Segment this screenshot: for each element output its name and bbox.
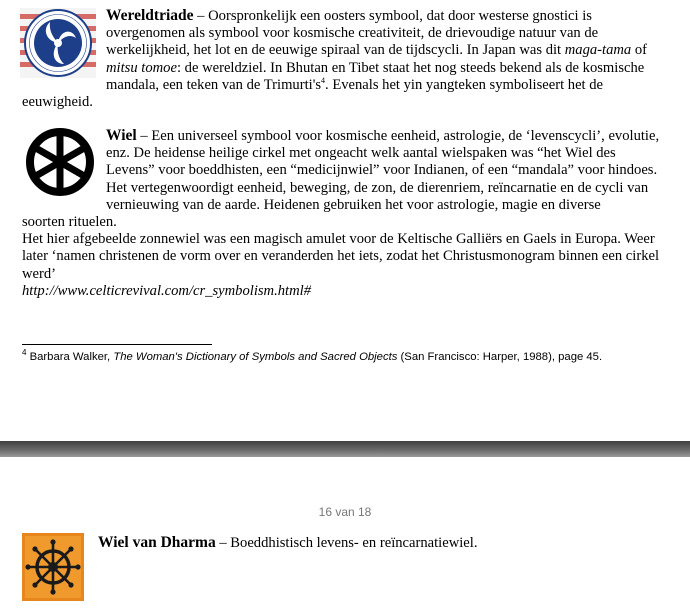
entry-text: – Een universeel symbool voor kosmische eenheid, astrologie, de ‘levenscycli’, evolutie, enz. De heidense heilige cirkel met ongeacht welk aantal wielspaken was “het Wiel des Levens” voor boeddhisten, een “medicijnwiel” voor Indianen, of een “mandala” voor hindoes. Het vertegenwoordigt eenheid, beweging, de zon, de dierenriem, reïncarnatie en de cycli van vernieuwing van de aarde. Heidenen gebruiken het voor astrologie, magie en diverse <box>106 128 660 213</box>
entry-text: – Boeddhistisch levens- en reïncarnatiewiel. <box>215 535 478 551</box>
entry-italic: maga-tama <box>564 42 632 59</box>
dharma-wheel-image <box>22 533 84 601</box>
entry-wereldtriade <box>22 7 662 111</box>
page-number-indicator: 16 van 18 <box>318 505 372 519</box>
entry-wiel-van-dharma <box>98 534 668 552</box>
footnote-book-title: The Woman's Dictionary of Symbols and Sacred Objects <box>113 351 398 363</box>
source-url-link[interactable]: http://www.celticrevival.com/cr_symbolism.html# <box>22 282 311 299</box>
footnote-text: Barbara Walker, <box>26 351 114 363</box>
entry-italic: mitsu tomoe <box>106 59 177 76</box>
entry-text: – Oorspronkelijk een oosters symbool, dat door westerse gnostici is overgenomen als symbool voor kosmische creativiteit, de drievoudige natuur van de werkelijkheid, het lot en de eeuwige spiraal van de tijdscycli. In Japan was dit <box>106 8 599 59</box>
entry-wrap-line: eeuwigheid. <box>22 94 93 111</box>
entry-text: of <box>631 42 648 59</box>
entry-wiel <box>22 127 666 300</box>
entry-term: Wiel van Dharma <box>98 534 216 551</box>
footnote-separator <box>22 344 212 345</box>
entry-wrap-line: soorten rituelen. <box>22 214 117 231</box>
entry-text: . Evenals het yin yangteken symboliseert het de <box>325 76 604 93</box>
entry-term: Wereldtriade <box>106 7 194 24</box>
footnote-number: 4 <box>22 348 27 358</box>
footnote <box>22 348 672 363</box>
footnote-text: (San Francisco: Harper, 1988), page 45. <box>397 351 603 363</box>
entry-extra-text: Het hier afgebeelde zonnewiel was een magisch amulet voor de Keltische Galliërs en Gaels in Europa. Weer later ‘namen christenen de vorm over en veranderden het iets, zodat het Christusmonogram binnen een cirkel werd’ <box>22 231 660 282</box>
footnote-ref[interactable]: 4 <box>321 75 326 85</box>
entry-term: Wiel <box>106 127 137 144</box>
page-gap-divider <box>0 441 690 457</box>
entry-text: : de wereldziel. In Bhutan en Tibet staat het nog steeds bekend als de kosmische mandala, een teken van de Trimurti's <box>106 59 645 93</box>
